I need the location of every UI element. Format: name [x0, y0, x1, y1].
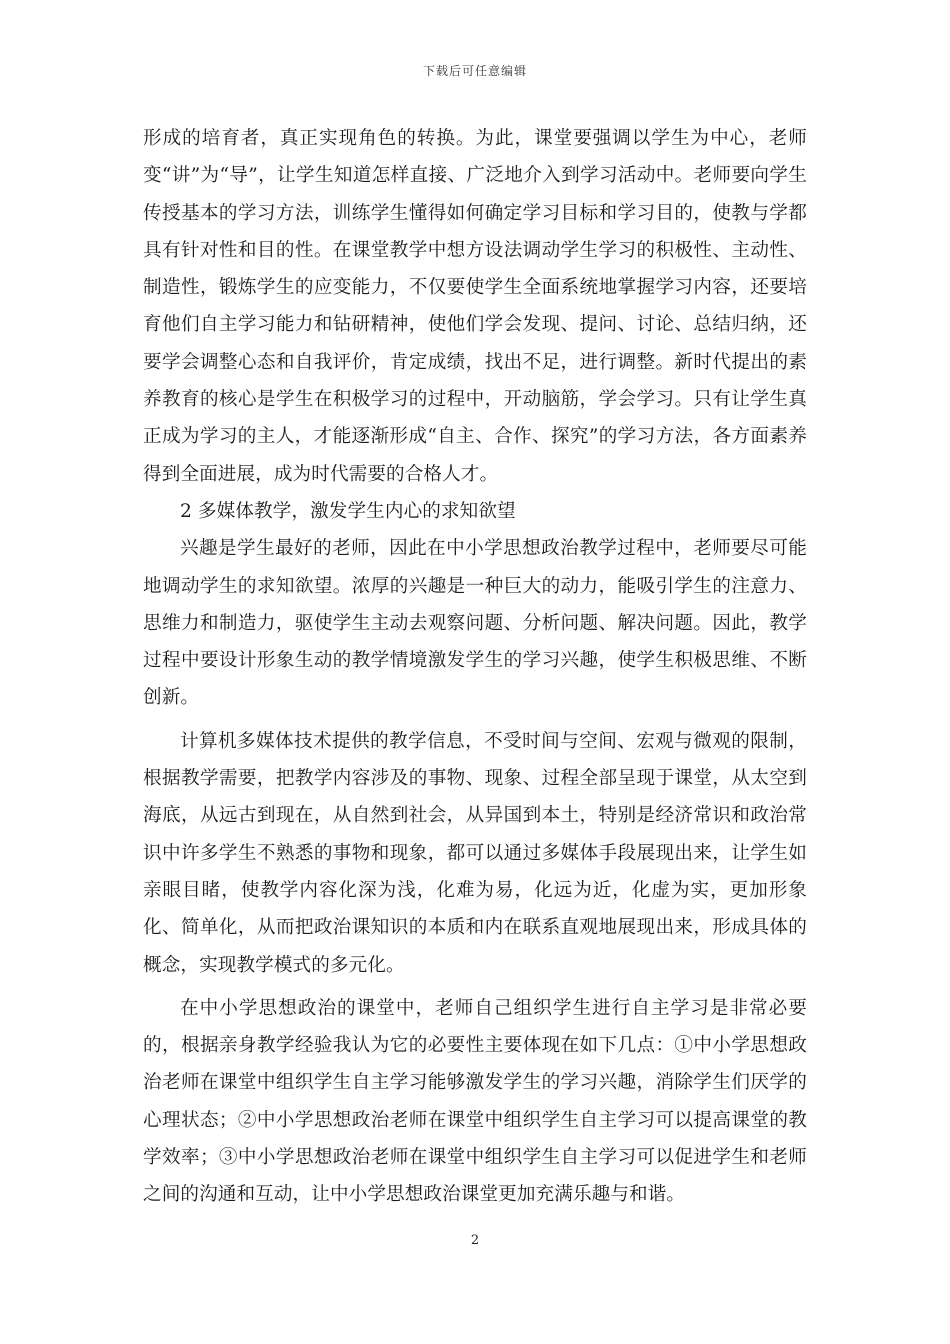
page-header: 下载后可任意编辑 [422, 64, 527, 78]
paragraph-interest: 兴趣是学生最好的老师，因此在中小学思想政治教学过程中，老师要尽可能地调动学生的求知欲望。浓厚的兴趣是一种巨大的动力，能吸引学生的注意力、思维力和制造力，驱使学生主动去观察问题、分析问题、解决问题。因此，教学过程中要设计形象生动的教学情境激发学生的学习兴趣，使学生积极思维、不断创新。 [143, 538, 807, 709]
paragraph-autonomous-learning: 在中小学思想政治的课堂中，老师自己组织学生进行自主学习是非常必要的，根据亲身教学经验我认为它的必要性主要体现在如下几点：①中小学思想政治老师在课堂中组织学生自主学习能够激发学生的学习兴趣，消除学生们厌学的心理状态；②中小学思想政治老师在课堂中组织学生自主学习可以提高课堂的教学效率；③中小学思想政治老师在课堂中组织学生自主学习可以促进学生和老师之间的沟通和互动，让中小学思想政治课堂更加充满乐趣与和谐。 [143, 997, 807, 1206]
paragraph-continuation: 形成的培育者，真正实现角色的转换。为此，课堂要强调以学生为中心，老师变“讲”为“导”，让学生知道怎样直接、广泛地介入到学习活动中。老师要向学生传授基本的学习方法，训练学生懂得如何确定学习目标和学习目的，使教与学都具有针对性和目的性。在课堂教学中想方设法调动学生学习的积极性、主动性、制造性，锻炼学生的应变能力，不仅要使学生全面系统地掌握学习内容，还要培育他们自主学习能力和钻研精神，使他们学会发现、提问、讨论、总结归纳，还要学会调整心态和自我评价，肯定成绩，找出不足，进行调整。新时代提出的素养教育的核心是学生在积极学习的过程中，开动脑筋，学会学习。只有让学生真正成为学习的主人，才能逐渐形成“自主、合作、探究”的学习方法，各方面素养得到全面进展，成为时代需要的合格人才。 [143, 128, 807, 485]
paragraph-multimedia: 计算机多媒体技术提供的教学信息，不受时间与空间、宏观与微观的限制，根据教学需要，把教学内容涉及的事物、现象、过程全部呈现于课堂，从太空到海底，从远古到现在，从自然到社会，从异国到本土，特别是经济常识和政治常识中许多学生不熟悉的事物和现象，都可以通过多媒体手段展现出来，让学生如亲眼目睹，使教学内容化深为浅，化难为易，化远为近，化虚为实，更加形象化、简单化，从而把政治课知识的本质和内在联系直观地展现出来，形成具体的概念，实现教学模式的多元化。 [143, 730, 807, 976]
page-number: 2 [470, 1233, 480, 1248]
section-heading: 2 多媒体教学，激发学生内心的求知欲望 [180, 500, 516, 522]
document-body [143, 120, 807, 1214]
